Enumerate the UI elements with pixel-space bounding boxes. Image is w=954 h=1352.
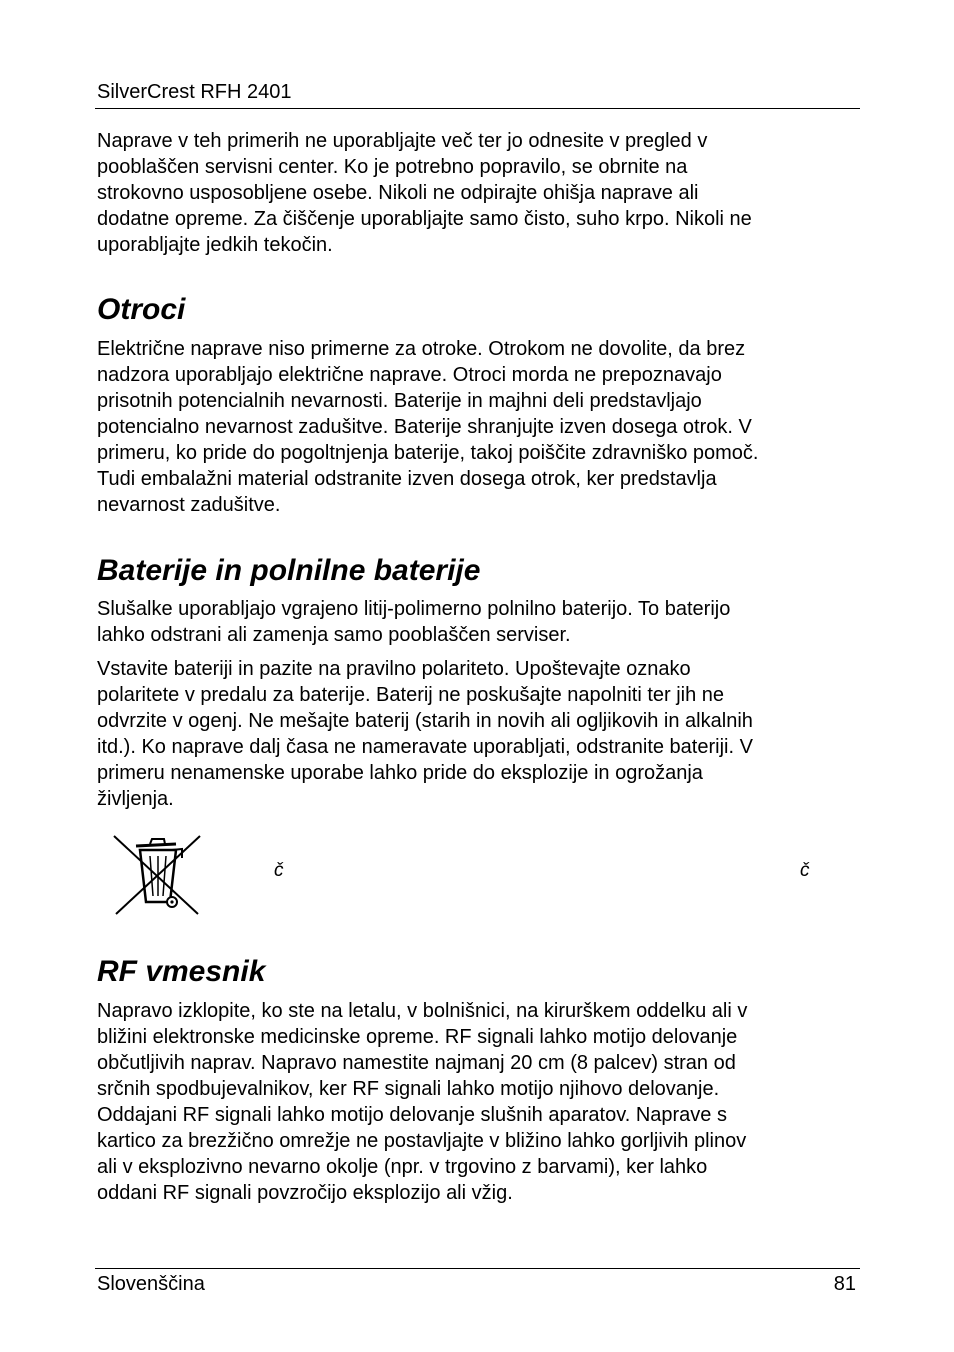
text-line: uporabljajte jedkih tekočin. <box>97 234 333 256</box>
text-line: strokovno usposobljene osebe. Nikoli ne odpirajte ohišja naprave ali <box>97 182 699 204</box>
children-paragraph <box>97 336 857 518</box>
text-line: odvrzite v ogenj. Ne mešajte baterij (starih in novih ali ogljikovih in alkalnih <box>97 710 753 732</box>
text-line: ali v eksplozivno nevarno okolje (npr. v trgovino z barvami), ker lahko <box>97 1156 708 1178</box>
text-line: Električne naprave niso primerne za otroke. Otrokom ne dovolite, da brez <box>97 338 746 360</box>
heading-batteries: Baterije in polnilne baterije <box>97 554 481 587</box>
text-line: nevarnost zadušitve. <box>97 494 281 516</box>
text-line: Slušalke uporabljajo vgrajeno litij-polimerno polnilno baterijo. To baterijo <box>97 598 731 620</box>
batteries-paragraph-1 <box>97 596 857 648</box>
text-line: kartico za brezžično omrežje ne postavljajte v bližino lahko gorljivih plinov <box>97 1130 747 1152</box>
text-line: življenja. <box>97 788 174 810</box>
text-line: itd.). Ko naprave dalj časa ne nameravate uporabljati, odstranite bateriji. V <box>97 736 753 758</box>
text-line: Vstavite bateriji in pazite na pravilno polariteto. Upoštevajte oznako <box>97 658 691 680</box>
text-line: primeru, ko pride do pogoltnjenja baterije, takoj poiščite zdravniško pomoč. <box>97 442 759 464</box>
text-line: pooblaščen servisni center. Ko je potrebno popravilo, se obrnite na <box>97 156 688 178</box>
page-number: 81 <box>833 1273 856 1295</box>
crossed-out-wheelie-bin-icon <box>110 832 204 916</box>
text-line: dodatne opreme. Za čiščenje uporabljajte samo čisto, suho krpo. Nikoli ne <box>97 208 752 230</box>
text-line: Tudi embalažni material odstranite izven dosega otrok, ker predstavlja <box>97 468 717 490</box>
text-line: oddani RF signali povzročijo eksplozijo ali vžig. <box>97 1182 513 1204</box>
text-line: Napravo izklopite, ko ste na letalu, v bolnišnici, na kirurškem oddelku ali v <box>97 1000 748 1022</box>
rf-paragraph <box>97 998 857 1206</box>
text-line: polaritete v predalu za baterije. Baterij ne poskušajte napolniti ter jih ne <box>97 684 725 706</box>
heading-otroci: Otroci <box>97 293 186 326</box>
text-line: srčnih spodbujevalnikov, ker RF signali lahko motijo njihovo delovanje. <box>97 1078 720 1100</box>
text-line: lahko odstrani ali zamenja samo pooblaščen serviser. <box>97 624 571 646</box>
text-line: primeru nenamenske uporabe lahko pride do eksplozije in ogrožanja <box>97 762 703 784</box>
text-line: Oddajani RF signali lahko motijo delovanje slušnih aparatov. Naprave s <box>97 1104 727 1126</box>
text-line: Naprave v teh primerih ne uporabljajte več ter jo odnesite v pregled v <box>97 130 708 152</box>
text-line: prisotnih potencialnih nevarnosti. Baterije in majhni deli predstavljajo <box>97 390 702 412</box>
text-line: potencialno nevarnost zadušitve. Baterije shranjujte izven dosega otrok. V <box>97 416 752 438</box>
text-line: bližini elektronske medicinske opreme. RF signali lahko motijo delovanje <box>97 1026 738 1048</box>
heading-rf-interface: RF vmesnik <box>97 955 266 988</box>
text-line: nadzora uporabljajo električne naprave. Otroci morda ne prepoznavajo <box>97 364 722 386</box>
footer-divider <box>95 1268 860 1269</box>
footer-language: Slovenščina <box>97 1273 205 1295</box>
header-title: SilverCrest RFH 2401 <box>97 81 292 103</box>
intro-paragraph <box>97 128 857 258</box>
text-line: občutljivih naprav. Napravo namestite najmanj 20 cm (8 palcev) stran od <box>97 1052 736 1074</box>
batteries-paragraph-2 <box>97 656 857 812</box>
symbol-caption-char: č <box>800 860 810 881</box>
header-divider <box>95 108 860 109</box>
symbol-caption-char: č <box>274 860 284 881</box>
